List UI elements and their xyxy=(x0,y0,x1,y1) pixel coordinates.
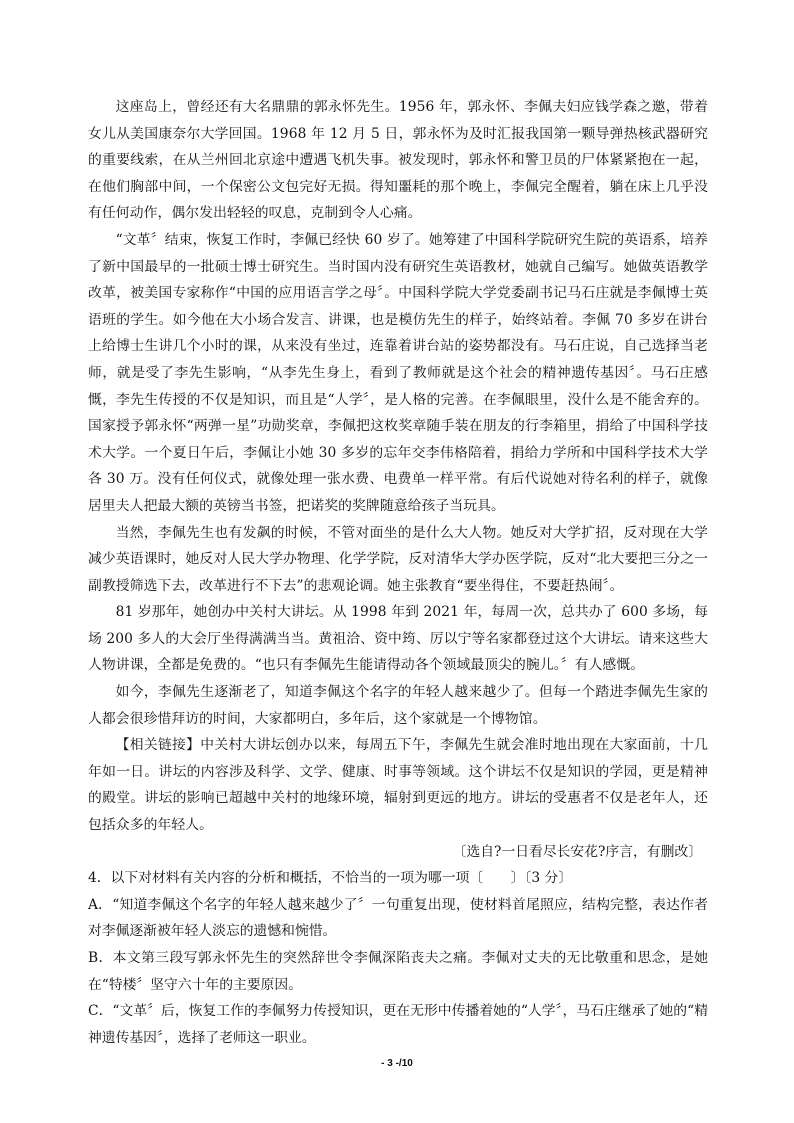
paragraph-guo-yonghuai: 这座岛上，曾经还有大名鼎鼎的郭永怀先生。1956 年，郭永怀、李佩夫妇应钱学森之邀，带着女儿从美国康奈尔大学回国。1968 年 12 月 5 日，郭永怀为及时汇报我国第一颗导弹热核武器研究的重要线索，在从兰州回北京途中遭遇飞机失事。被发现时，郭永怀和警卫员的尸体紧紧抱在一起，在他们胸部中间，一个保密公文包完好无损。得知噩耗的那个晚上，李佩完全醒着，躺在床上几乎没有任何动作，偶尔发出轻轻的叹息，克制到令人心痛。 xyxy=(88,99,708,222)
paragraph-lecture-forum: 81 岁那年，她创办中关村大讲坛。从 1998 年到 2021 年，每周一次，总共办了 600 多场，每场 200 多人的大会厅坐得满满当当。黄祖洽、资中筠、厉以宁等名家都登过这个大讲坛。请来这些大人物讲课，全都是免费的。“也只有李佩先生能请得动各个领域最顶尖的腕儿。〞有人感慨。 xyxy=(88,604,708,674)
paragraph-related-link: 【相关链接】中关村大讲坛创办以来，每周五下午，李佩先生就会准时地出现在大家面前，十几年如一日。讲坛的内容涉及科学、文学、健康、时事等领域。这个讲坛不仅是知识的学园，更是精神的殿堂。讲坛的影响已超越中关村的地缘环境，辐射到更远的地方。讲坛的受惠者不仅是老年人，还包括众多的年轻人。 xyxy=(88,737,708,834)
paragraph-outbursts: 当然，李佩先生也有发飙的时候，不管对面坐的是什么大人物。她反对大学扩招，反对现在大学减少英语课时，她反对人民大学办物理、化学学院，反对清华大学办医学院，反对“北大要把三分之一副教授筛选下去，改革进行不下去”的悲观论调。她主张教育“要坐得住，不要赶热闹〞。 xyxy=(88,524,708,594)
page-number: - 3 -/10 xyxy=(381,1058,413,1069)
document-page xyxy=(88,94,708,1051)
option-a: A．“知道李佩这个名字的年轻人越来越少了〞一句重复出现，使材料首尾照应，结构完整，表达作者对李佩逐渐被年轻人淡忘的遗憾和惋惜。 xyxy=(88,896,708,940)
source-citation: 〔选自?一日看尽长安花?序言，有删改〕 xyxy=(452,843,702,860)
paragraph-after-cultural-revolution: “文革〞结束，恢复工作时，李佩已经快 60 岁了。她筹建了中国科学院研究生院的英语系，培养了新中国最早的一批硕士博士研究生。当时国内没有研究生英语教材，她就自己编写。她做英语教学改革，被美国专家称作“中国的应用语言学之母〞。中国科学院大学党委副书记马石庄就是李佩博士英语班的学生。如今他在大小场合发言、讲课，也是模仿先生的样子，始终站着。李佩 70 多岁在讲台上给博士生讲几个小时的课，从来没有坐过，连靠着讲台站的姿势都没有。马石庄说，自己选择当老师，就是受了李先生影响，“从李先生身上，看到了教师就是这个社会的精神遗传基因〞。马石庄感慨，李先生传授的不仅是知识，而且是“人学〞，是人格的完善。在李佩眼里，没什么是不能舍弃的。国家授予郭永怀“两弹一星”功勋奖章，李佩把这枚奖章随手装在朋友的行李箱里，捐给了中国科学技术大学。一个夏日午后，李佩让小她 30 多岁的忘年交李伟格陪着，捐给力学所和中国科学技术大学各 30 万。没有任何仪式，就像处理一张水费、电费单一样平常。有后代说她对待名利的样子，就像居里夫人把最大额的英镑当书签，把诺奖的奖牌随意给孩子当玩具。 xyxy=(88,231,708,514)
paragraph-museum: 如今，李佩先生逐渐老了，知道李佩这个名字的年轻人越来越少了。但每一个踏进李佩先生家的人都会很珍惜拜访的时间，大家都明白，多年后，这个家就是一个博物馆。 xyxy=(88,684,708,727)
question-stem: 4．以下对材料有关内容的分析和概括，不恰当的一项为哪一项〔 〕〔3 分〕 xyxy=(88,870,573,887)
option-b: B．本文第三段写郭永怀先生的突然辞世令李佩深陷丧夫之痛。李佩对丈夫的无比敬重和思念，是她在“特楼〞坚守六十年的主要原因。 xyxy=(88,950,708,993)
option-c: C．“文革〞后，恢复工作的李佩努力传授知识，更在无形中传播着她的“人学〞，马石庄继承了她的“精神遗传基因〞，选择了老师这一职业。 xyxy=(88,1003,708,1046)
